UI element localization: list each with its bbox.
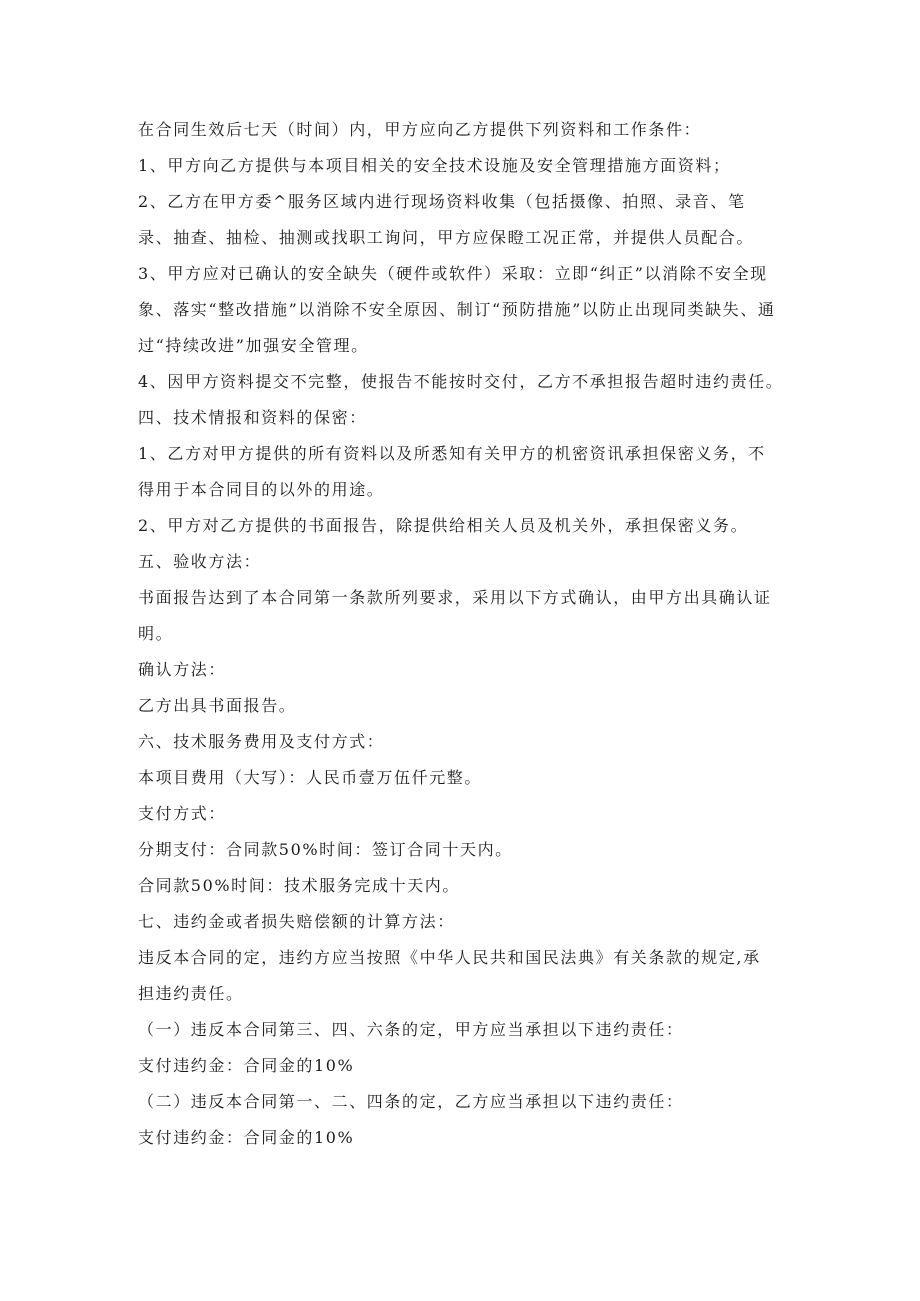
document-body [138, 112, 784, 1156]
paragraph-confirm-method: 乙方出具书面报告。 [138, 696, 297, 715]
paragraph-confidentiality-2: 2、甲方对乙方提供的书面报告，除提供给相关人员及机关外，承担保密义务。五、验收方法： [138, 516, 749, 571]
paragraph-item-3: 3、甲方应对已确认的安全缺失（硬件或软件）采取：立即“纠正”以消除不安全现象、落实“整改措施”以消除不安全原因、制订“预防措施”以防止出现同类缺失、通过“持续改进”加强安全管理。 [138, 264, 776, 355]
paragraph-installment-1: 分期支付：合同款50%时间：签订合同十天内。 [138, 840, 513, 859]
paragraph-item-4: 4、因甲方资料提交不完整，使报告不能按时交付，乙方不承担报告超时违约责任。 [138, 372, 784, 391]
paragraph-penalty-party-a-amount: 支付违约金：合同金的10% [138, 1056, 355, 1075]
paragraph-penalty-party-b-amount: 支付违约金：合同金的10% [138, 1128, 355, 1147]
paragraph-item-2: 2、乙方在甲方委^服务区域内进行现场资料收集（包括摄像、拍照、录音、笔录、抽查、抽检、抽测或找职工询问，甲方应保瞪工况正常，并提供人员配合。 [138, 192, 755, 247]
paragraph-penalty-party-b: （二）违反本合同第一、二、四条的定，乙方应当承担以下违约责任： [138, 1092, 684, 1111]
paragraph-fee-amount: 本项目费用（大写）：人民币壹万伍仟元整。 [138, 768, 483, 787]
paragraph-acceptance: 书面报告达到了本合同第一条款所列要求，采用以下方式确认，由甲方出具确认证明。 [138, 588, 772, 643]
section-heading-confidentiality: 四、技术情报和资料的保密： [138, 408, 367, 427]
paragraph-payment-method-label: 支付方式： [138, 804, 227, 823]
section-heading-fees: 六、技术服务费用及支付方式： [138, 732, 385, 751]
paragraph-installment-2: 合同款50%时间：技术服务完成十天内。 [138, 876, 460, 895]
section-heading-penalty: 七、违约金或者损失赔偿额的计算方法： [138, 912, 455, 931]
paragraph-confidentiality-1: 1、乙方对甲方提供的所有资料以及所悉知有关甲方的机密资讯承担保密义务，不得用于本合同目的以外的用途。 [138, 444, 766, 499]
paragraph-confirm-method-label: 确认方法： [138, 660, 227, 679]
paragraph-penalty-party-a: （一）违反本合同第三、四、六条的定，甲方应当承担以下违约责任： [138, 1020, 684, 1039]
paragraph-penalty-general: 违反本合同的定，违约方应当按照《中华人民共和国民法典》有关条款的规定,承担违约责任。 [138, 948, 761, 1003]
paragraph-item-1: 1、甲方向乙方提供与本项目相关的安全技术设施及安全管理措施方面资料； [138, 156, 731, 175]
paragraph-intro: 在合同生效后七天（时间）内，甲方应向乙方提供下列资料和工作条件： [138, 120, 702, 139]
